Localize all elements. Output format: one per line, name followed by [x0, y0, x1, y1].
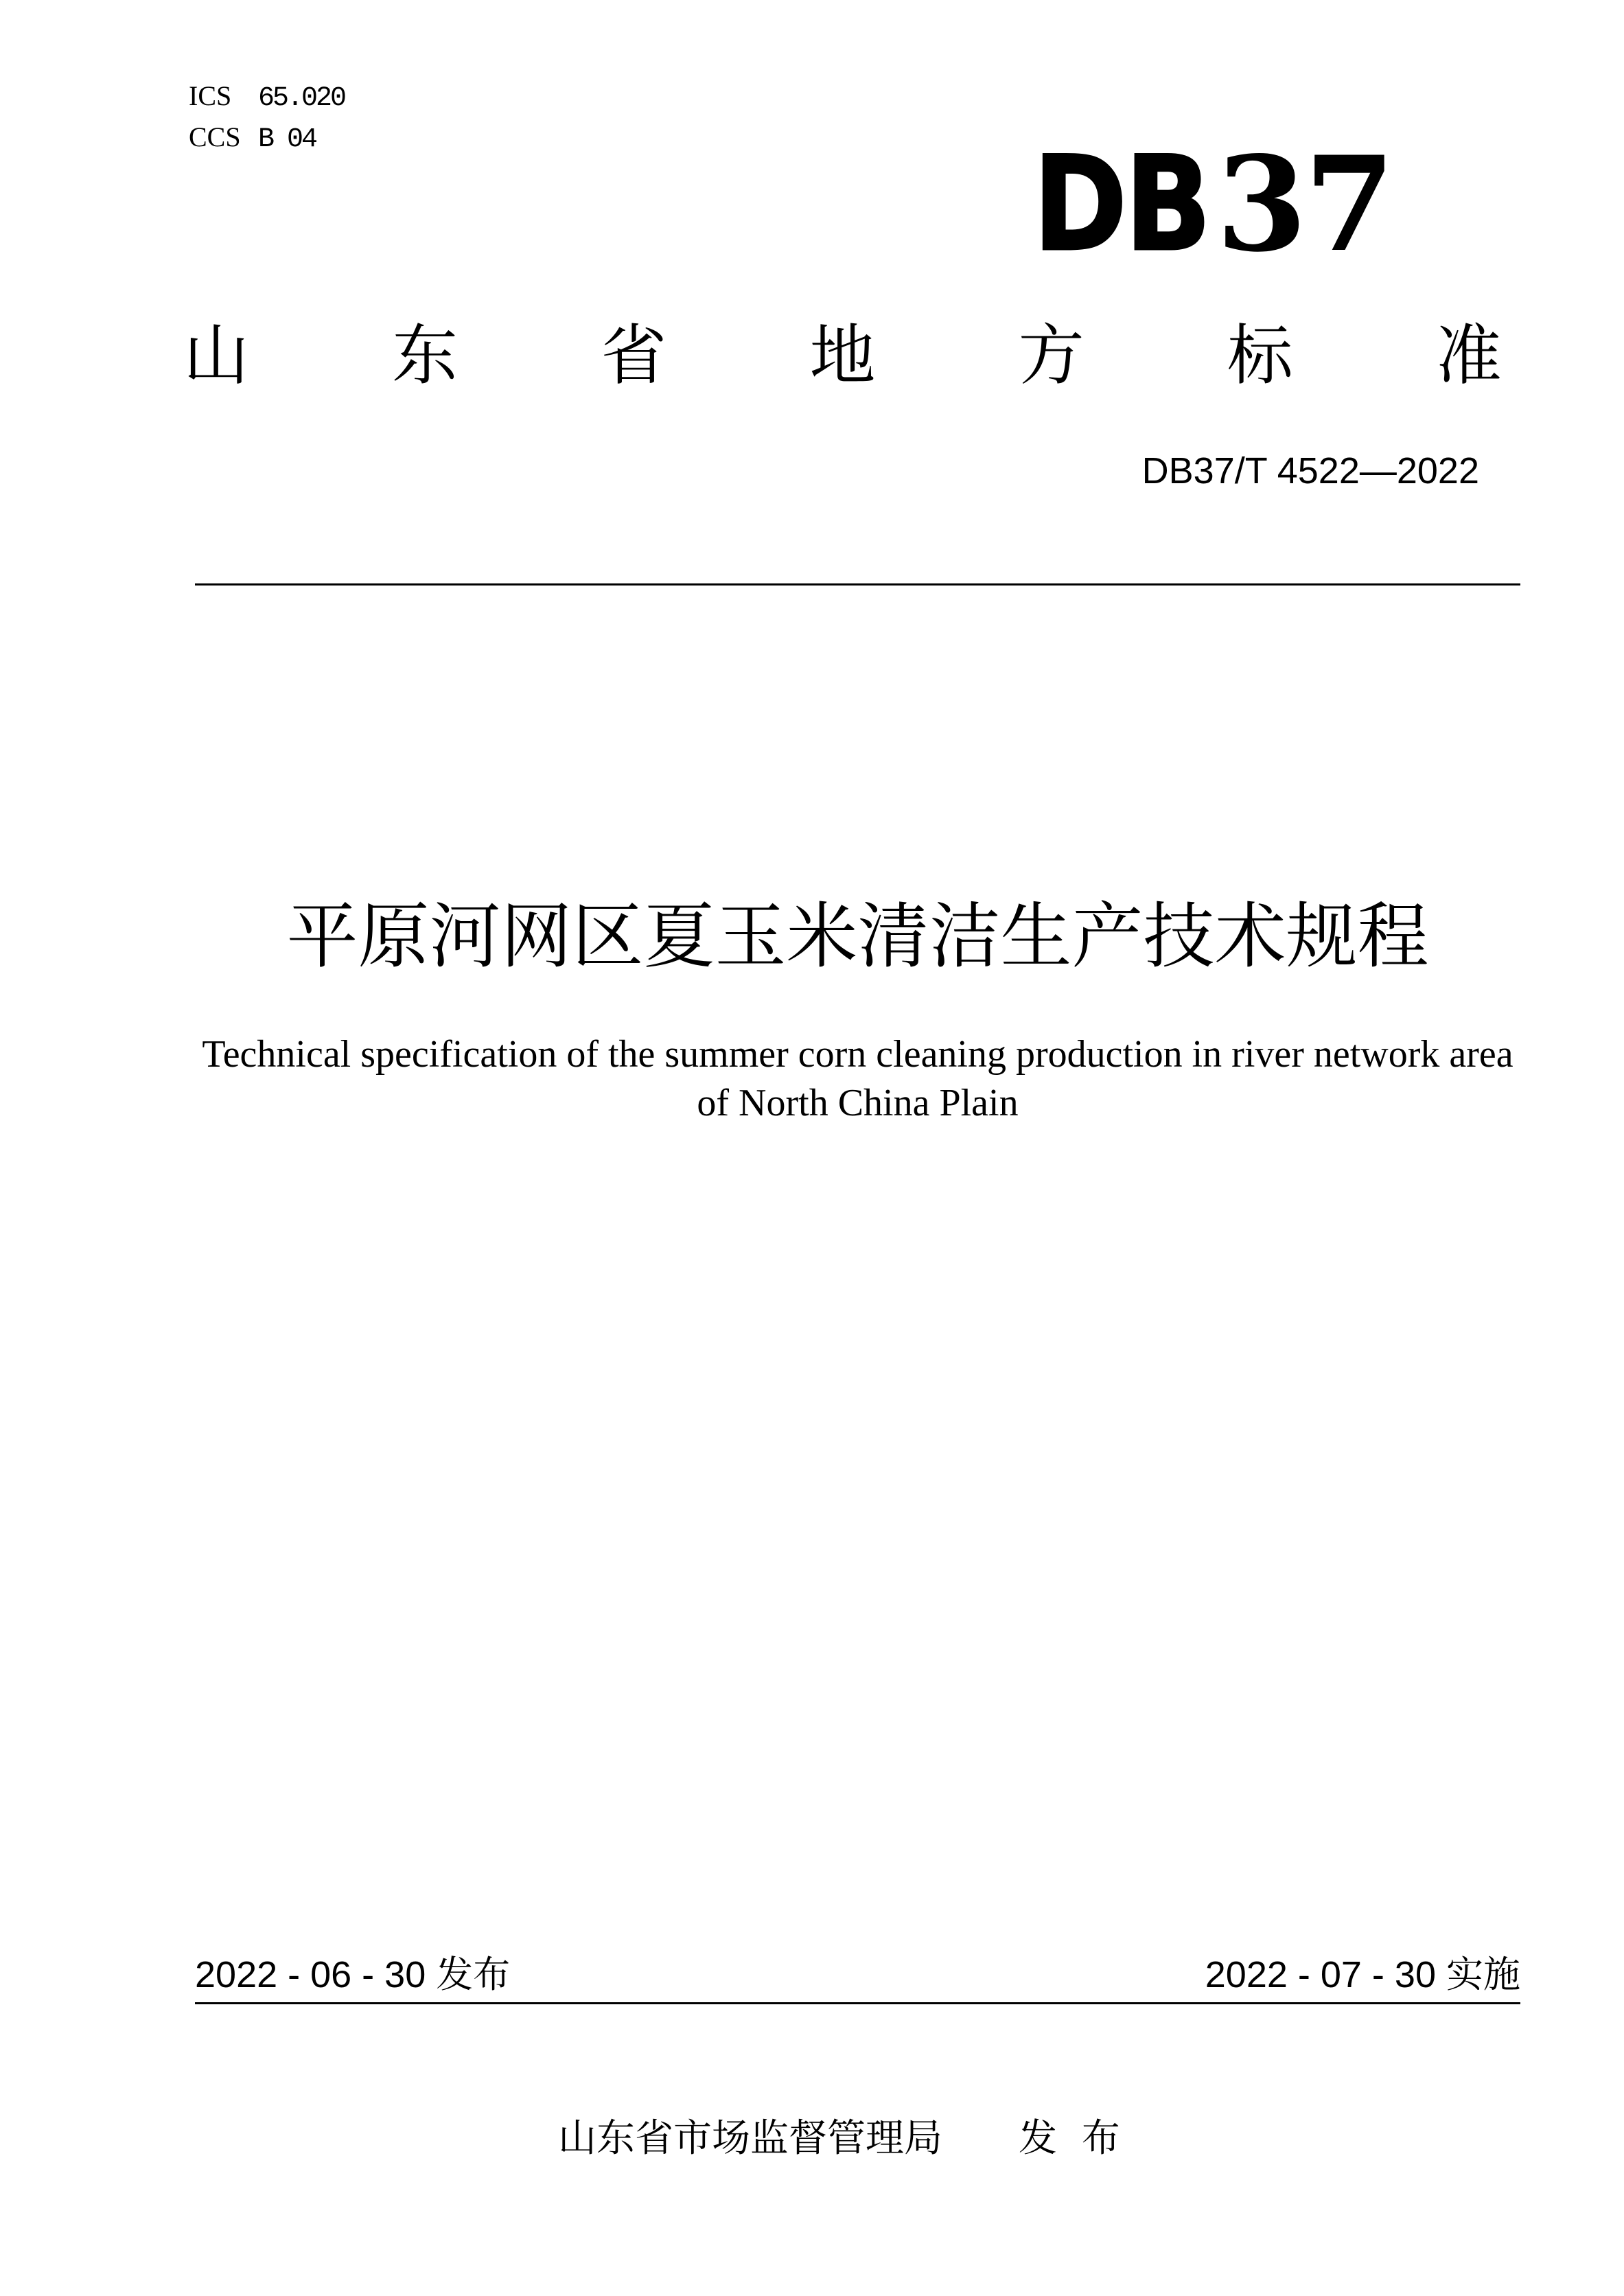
issuer-name: 山东省市场监督管理局	[558, 2116, 942, 2161]
standard-category-char: 省	[601, 317, 667, 394]
standard-category-char: 东	[392, 317, 459, 394]
standard-category-char: 地	[809, 317, 876, 394]
standard-number: DB37/T 4522—2022	[1141, 450, 1479, 491]
implement-date: 2022 - 07 - 30 实施	[1205, 1954, 1520, 1995]
ccs-value: B 04	[258, 124, 316, 155]
ccs-label: CCS	[189, 121, 241, 152]
logo-province-number: 37	[1216, 128, 1393, 281]
title-english-line-2: of North China Plain	[697, 1082, 1019, 1124]
standard-category-char: 标	[1227, 317, 1293, 394]
issuer-action: 发 布	[1019, 2116, 1120, 2161]
standard-category-char: 山	[183, 317, 249, 394]
ics-code-row	[189, 80, 345, 113]
header-divider	[195, 583, 1520, 585]
publish-date: 2022 - 06 - 30 发布	[195, 1954, 511, 1995]
ics-label: ICS	[189, 80, 232, 111]
ics-value: 65.020	[258, 83, 345, 114]
standard-category-char: 方	[1018, 317, 1084, 394]
ccs-code-row	[189, 121, 316, 154]
logo-db-letters: DB	[1033, 128, 1209, 280]
title-english-line-1: Technical specification of the summer corn cleaning production in river network area	[202, 1033, 1513, 1076]
footer-divider	[195, 2002, 1520, 2004]
standard-category-char: 准	[1435, 317, 1502, 394]
title-english	[195, 1030, 1520, 1128]
standard-category	[183, 317, 1502, 394]
title-chinese: 平原河网区夏玉米清洁生产技术规程	[286, 894, 1429, 978]
